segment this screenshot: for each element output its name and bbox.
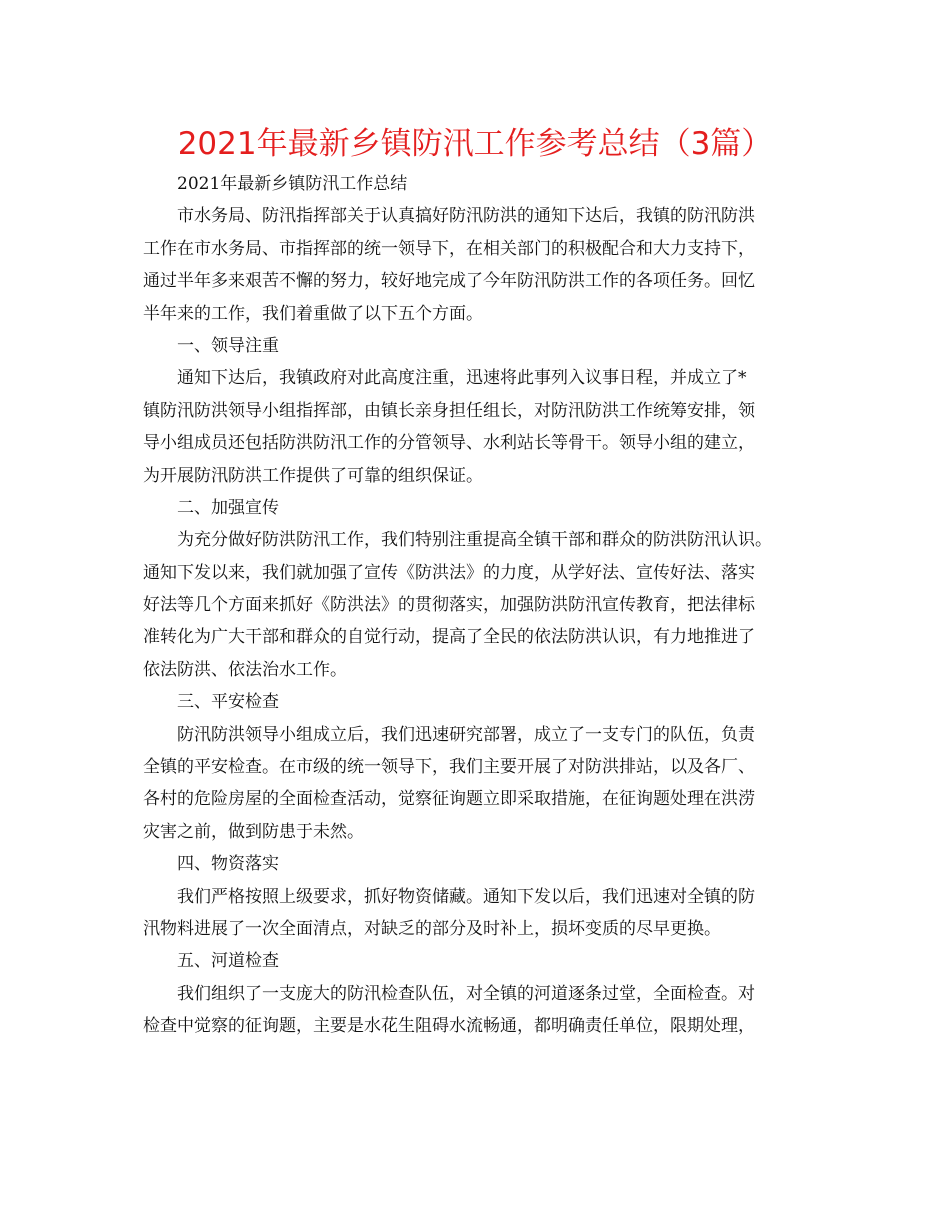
paragraph-line: 为开展防汛防洪工作提供了可靠的组织保证。 [143, 465, 483, 486]
paragraph-line: 镇防汛防洪领导小组指挥部，由镇长亲身担任组长，对防汛防洪工作统筹安排，领 [143, 400, 755, 421]
paragraph-first-line: 一、领导注重 [177, 335, 279, 356]
paragraph-line: 检查中觉察的征询题，主要是水花生阻碍水流畅通，都明确责任单位，限期处理， [143, 1016, 755, 1037]
paragraph-first-line: 二、加强宣传 [177, 497, 279, 518]
paragraph-first-line: 市水务局、防汛指挥部关于认真搞好防汛防洪的通知下达后，我镇的防汛防洪 [177, 206, 755, 227]
paragraph-line: 通过半年多来艰苦不懈的努力，较好地完成了今年防汛防洪工作的各项任务。回忆 [143, 271, 755, 292]
document-title: 2021年最新乡镇防汛工作参考总结（3篇） [177, 126, 773, 162]
paragraph-line: 汛物料进展了一次全面清点，对缺乏的部分及时补上，损坏变质的尽早更换。 [143, 918, 721, 939]
document-body [143, 168, 823, 1043]
paragraph-line: 灾害之前，做到防患于未然。 [143, 821, 364, 842]
paragraph-line: 导小组成员还包括防洪防汛工作的分管领导、水利站长等骨干。领导小组的建立， [143, 433, 755, 454]
paragraph-first-line: 通知下达后，我镇政府对此高度注重，迅速将此事列入议事日程，并成立了* [177, 368, 747, 389]
paragraph-first-line: 我们严格按照上级要求，抓好物资储藏。通知下发以后，我们迅速对全镇的防 [177, 886, 755, 907]
paragraph-line: 依法防洪、依法治水工作。 [143, 659, 347, 680]
paragraph-line: 好法等几个方面来抓好《防洪法》的贯彻落实，加强防洪防汛宣传教育，把法律标 [143, 595, 755, 616]
paragraph-line: 工作在市水务局、市指挥部的统一领导下，在相关部门的积极配合和大力支持下， [143, 238, 755, 259]
paragraph-first-line: 我们组织了一支庞大的防汛检查队伍，对全镇的河道逐条过堂，全面检查。对 [177, 983, 755, 1004]
paragraph-first-line: 为充分做好防洪防汛工作，我们特别注重提高全镇干部和群众的防洪防汛认识。 [177, 530, 772, 551]
paragraph-line: 通知下发以来，我们就加强了宣传《防洪法》的力度，从学好法、宣传好法、落实 [143, 562, 755, 583]
paragraph-first-line: 三、平安检查 [177, 692, 279, 713]
paragraph-line: 准转化为广大干部和群众的自觉行动，提高了全民的依法防洪认识，有力地推进了 [143, 627, 755, 648]
paragraph-line: 各村的危险房屋的全面检查活动，觉察征询题立即采取措施，在征询题处理在洪涝 [143, 789, 755, 810]
paragraph-first-line: 2021年最新乡镇防汛工作总结 [177, 174, 408, 194]
paragraph-first-line: 四、物资落实 [177, 854, 279, 875]
paragraph-first-line: 防汛防洪领导小组成立后，我们迅速研究部署，成立了一支专门的队伍，负责 [177, 724, 755, 745]
paragraph-line: 全镇的平安检查。在市级的统一领导下，我们主要开展了对防洪排站，以及各厂、 [143, 757, 755, 778]
paragraph-line: 半年来的工作，我们着重做了以下五个方面。 [143, 303, 483, 324]
paragraph-first-line: 五、河道检查 [177, 951, 279, 972]
